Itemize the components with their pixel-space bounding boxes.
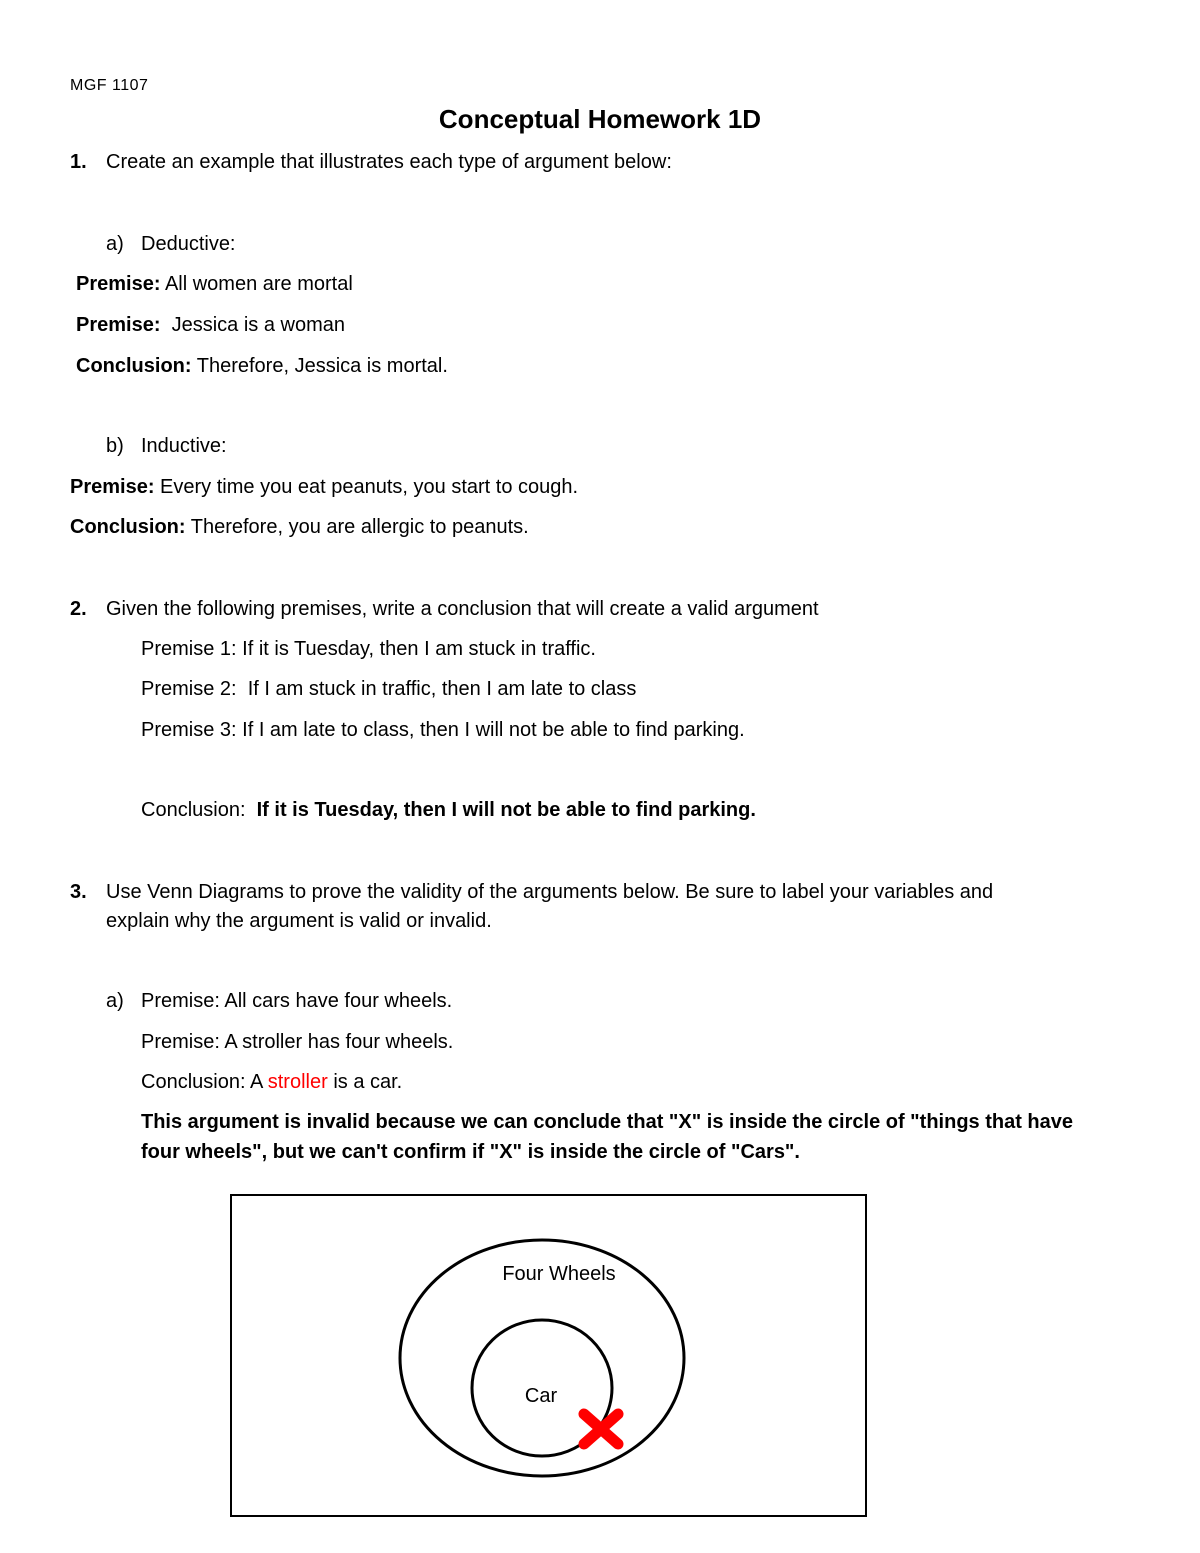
q2-conclusion-label: Conclusion: [141,799,257,821]
q1a-premise-1 [76,272,353,296]
premise-text: Jessica is a woman [160,314,346,336]
q3-part-a-letter: a) [106,990,124,1012]
q3a-explanation-line-2: four wheels", but we can't confirm if "X" is inside the circle of "Cars". [141,1141,800,1163]
q3a-conclusion-suffix: is a car. [327,1071,403,1093]
q2-premise-2: Premise 2: If I am stuck in traffic, then I am late to class [141,678,637,700]
venn-diagram-frame [230,1194,867,1517]
question-1-prompt: Create an example that illustrates each type of argument below: [106,151,672,173]
question-1-number: 1. [70,151,87,173]
q3a-premise-1 [106,989,452,1013]
question-2-prompt: Given the following premises, write a conclusion that will create a valid argument [106,598,819,620]
premise-text: Every time you eat peanuts, you start to cough. [154,476,579,498]
premise-key: Premise: [76,273,161,295]
question-3-number: 3. [70,881,87,903]
four-wheels-label: Four Wheels [502,1263,616,1285]
q1b-premise [70,475,578,499]
question-2-number: 2. [70,598,87,620]
q1-part-b-label: Inductive: [141,435,227,457]
q3a-conclusion [141,1070,402,1094]
q1-part-b [106,434,227,458]
premise-key: Premise: [70,476,155,498]
question-3 [70,880,993,904]
q3a-premise-2: Premise: A stroller has four wheels. [141,1031,454,1053]
conclusion-key: Conclusion: [76,355,192,377]
q3a-conclusion-highlight: stroller [267,1071,328,1093]
q1a-conclusion [76,354,448,378]
q2-premise-1: Premise 1: If it is Tuesday, then I am stuck in traffic. [141,638,596,660]
venn-diagram [232,1196,865,1515]
q3a-conclusion-prefix: Conclusion: A [141,1071,268,1093]
q1-part-a [106,232,236,256]
q3a-explanation-line-1: This argument is invalid because we can conclude that "X" is inside the circle of "things that have [141,1111,1074,1133]
q2-premise-3: Premise 3: If I am late to class, then I will not be able to find parking. [141,719,745,741]
premise-text: All women are mortal [160,273,353,295]
conclusion-text: Therefore, you are allergic to peanuts. [185,516,529,538]
question-3-prompt-line-2: explain why the argument is valid or invalid. [106,910,492,932]
q1-part-a-label: Deductive: [141,233,236,255]
question-1 [70,150,672,174]
x-marker-icon [584,1414,618,1444]
q1b-conclusion [70,515,529,539]
q3a-premise-1-text: Premise: All cars have four wheels. [141,990,453,1012]
q2-conclusion [141,798,756,822]
q2-conclusion-text: If it is Tuesday, then I will not be able to find parking. [256,799,756,821]
premise-key: Premise: [76,314,161,336]
q1-part-b-letter: b) [106,435,124,457]
question-2 [70,597,819,621]
question-3-prompt-line-1: Use Venn Diagrams to prove the validity of the arguments below. Be sure to label your variables and [106,881,994,903]
car-label: Car [524,1385,558,1407]
q1a-premise-2 [76,313,345,337]
course-code: MGF 1107 [70,77,149,94]
conclusion-key: Conclusion: [70,516,186,538]
q1-part-a-letter: a) [106,233,124,255]
conclusion-text: Therefore, Jessica is mortal. [191,355,448,377]
page-title: Conceptual Homework 1D [438,104,762,134]
